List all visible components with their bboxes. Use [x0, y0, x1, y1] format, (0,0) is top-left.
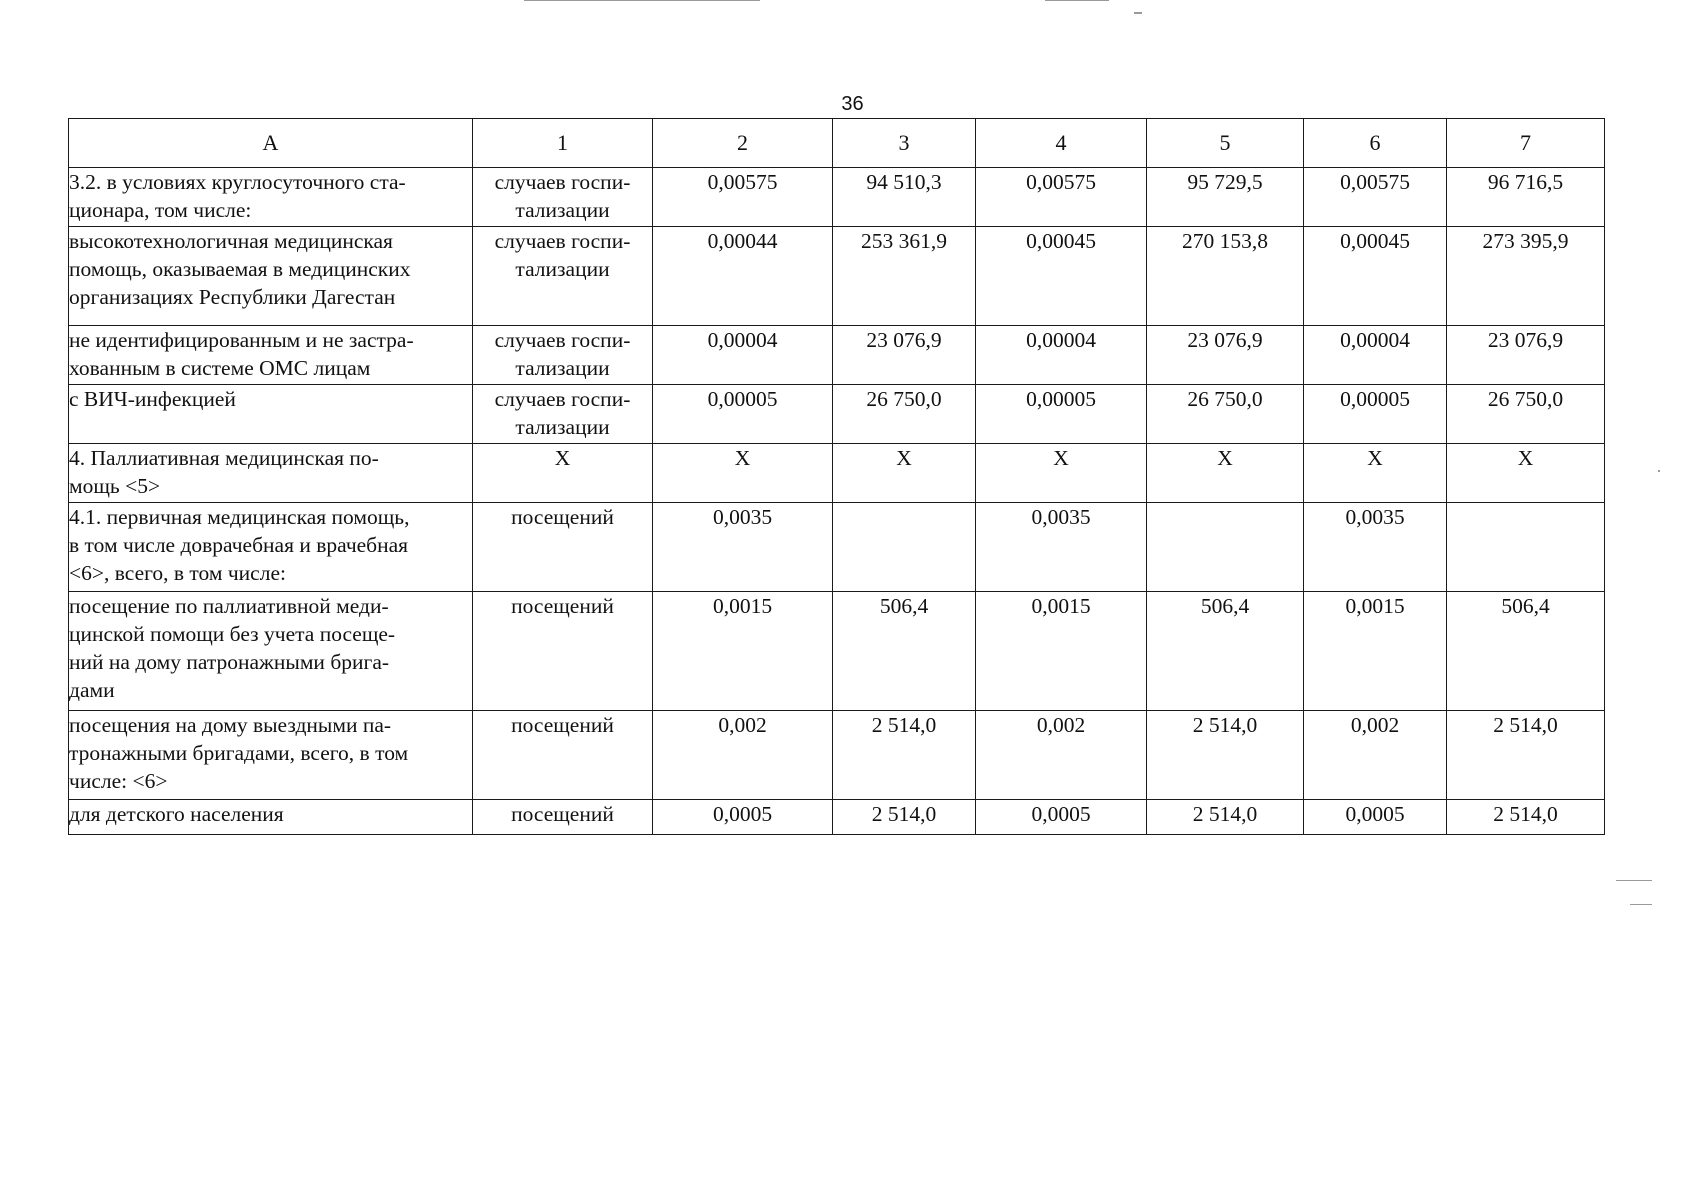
value-cell-4: 0,0005 — [976, 800, 1147, 835]
unit-cell — [473, 326, 653, 385]
unit-label: посещений — [511, 713, 614, 737]
value-cell-4: X — [976, 444, 1147, 503]
table-row — [69, 711, 1605, 800]
value-cell-7: 2 514,0 — [1447, 800, 1605, 835]
table-row — [69, 326, 1605, 385]
unit-label: посещений — [511, 594, 614, 618]
header-cell-2: 2 — [653, 119, 833, 168]
header-cell-5: 5 — [1147, 119, 1304, 168]
value-cell-4: 0,00575 — [976, 168, 1147, 227]
value-cell-6: 0,00005 — [1304, 385, 1447, 444]
value-cell-3: 253 361,9 — [833, 227, 976, 326]
table-row — [69, 227, 1605, 326]
unit-cell — [473, 592, 653, 711]
header-cell-6: 6 — [1304, 119, 1447, 168]
header-cell-a: A — [69, 119, 473, 168]
unit-label: случаев госпи- тализации — [494, 387, 631, 439]
row-label-cell — [69, 592, 473, 711]
value-cell-7: 506,4 — [1447, 592, 1605, 711]
value-cell-2: 0,0035 — [653, 503, 833, 592]
header-row — [69, 119, 1605, 168]
value-cell-3: 2 514,0 — [833, 800, 976, 835]
value-cell-3: 94 510,3 — [833, 168, 976, 227]
row-label: высокотехнологичная медицинская помощь, оказываемая в медицинских организациях Республики Дагестан — [69, 229, 411, 309]
table-body — [69, 168, 1605, 835]
value-cell-7: 26 750,0 — [1447, 385, 1605, 444]
table-row — [69, 592, 1605, 711]
value-cell-3 — [833, 503, 976, 592]
value-cell-5: 270 153,8 — [1147, 227, 1304, 326]
header-cell-3: 3 — [833, 119, 976, 168]
row-label-cell — [69, 711, 473, 800]
value-cell-5: 26 750,0 — [1147, 385, 1304, 444]
unit-cell — [473, 227, 653, 326]
value-cell-6: 0,00575 — [1304, 168, 1447, 227]
page-number: 36 — [841, 93, 864, 115]
row-label-cell — [69, 385, 473, 444]
value-cell-2: 0,00044 — [653, 227, 833, 326]
unit-label: посещений — [511, 802, 614, 826]
value-cell-7: 273 395,9 — [1447, 227, 1605, 326]
unit-cell — [473, 711, 653, 800]
unit-label: случаев госпи- тализации — [494, 229, 631, 281]
value-cell-2: 0,002 — [653, 711, 833, 800]
unit-label: X — [554, 446, 571, 470]
row-label: 4. Паллиативная медицинская по- мощь <5> — [69, 446, 379, 498]
value-cell-2: 0,0005 — [653, 800, 833, 835]
value-cell-4: 0,00045 — [976, 227, 1147, 326]
value-cell-2: X — [653, 444, 833, 503]
unit-cell — [473, 800, 653, 835]
value-cell-4: 0,0015 — [976, 592, 1147, 711]
unit-label: посещений — [511, 505, 614, 529]
unit-cell — [473, 503, 653, 592]
value-cell-3: 23 076,9 — [833, 326, 976, 385]
value-cell-7: 23 076,9 — [1447, 326, 1605, 385]
table-row — [69, 444, 1605, 503]
row-label-cell — [69, 227, 473, 326]
table-header — [69, 119, 1605, 168]
row-label: посещения на дому выездными па- тронажными бригадами, всего, в том числе: <6> — [69, 713, 409, 793]
table-row — [69, 168, 1605, 227]
row-label: с ВИЧ-инфекцией — [69, 387, 236, 411]
scan-artifact-dot — [1658, 470, 1660, 472]
value-cell-4: 0,00004 — [976, 326, 1147, 385]
value-cell-7: X — [1447, 444, 1605, 503]
scan-artifact-dash — [1616, 880, 1652, 881]
unit-label: случаев госпи- тализации — [494, 170, 631, 222]
scan-artifact-line — [1045, 0, 1109, 1]
value-cell-6: 0,0005 — [1304, 800, 1447, 835]
value-cell-3: 2 514,0 — [833, 711, 976, 800]
value-cell-4: 0,00005 — [976, 385, 1147, 444]
value-cell-7 — [1447, 503, 1605, 592]
value-cell-3: 26 750,0 — [833, 385, 976, 444]
value-cell-2: 0,0015 — [653, 592, 833, 711]
table-row — [69, 385, 1605, 444]
value-cell-6: 0,00004 — [1304, 326, 1447, 385]
unit-cell — [473, 444, 653, 503]
value-cell-7: 96 716,5 — [1447, 168, 1605, 227]
value-cell-2: 0,00004 — [653, 326, 833, 385]
data-table — [68, 118, 1605, 835]
scan-artifact-dash — [1630, 904, 1652, 905]
value-cell-6: 0,002 — [1304, 711, 1447, 800]
value-cell-5: 2 514,0 — [1147, 711, 1304, 800]
unit-cell — [473, 385, 653, 444]
row-label: не идентифицированным и не застра- хованным в системе ОМС лицам — [69, 328, 414, 380]
row-label: 3.2. в условиях круглосуточного ста- ционара, том числе: — [69, 170, 406, 222]
row-label-cell — [69, 800, 473, 835]
scan-artifact-dash — [1134, 12, 1142, 14]
row-label-cell — [69, 326, 473, 385]
value-cell-5: 2 514,0 — [1147, 800, 1304, 835]
value-cell-6: 0,0015 — [1304, 592, 1447, 711]
row-label-cell — [69, 444, 473, 503]
row-label: посещение по паллиативной меди- цинской помощи без учета посеще- ний на дому патронажными брига- дами — [69, 594, 396, 702]
row-label: 4.1. первичная медицинская помощь, в том числе доврачебная и врачебная <6>, всего, в том числе: — [69, 505, 410, 585]
data-table-container — [68, 118, 1604, 835]
header-cell-7: 7 — [1447, 119, 1605, 168]
value-cell-3: 506,4 — [833, 592, 976, 711]
scan-artifact-line — [524, 0, 760, 1]
header-cell-4: 4 — [976, 119, 1147, 168]
value-cell-3: X — [833, 444, 976, 503]
value-cell-6: X — [1304, 444, 1447, 503]
row-label-cell — [69, 168, 473, 227]
table-row — [69, 503, 1605, 592]
value-cell-5: 506,4 — [1147, 592, 1304, 711]
unit-label: случаев госпи- тализации — [494, 328, 631, 380]
row-label-cell — [69, 503, 473, 592]
value-cell-7: 2 514,0 — [1447, 711, 1605, 800]
value-cell-5: 95 729,5 — [1147, 168, 1304, 227]
value-cell-5: 23 076,9 — [1147, 326, 1304, 385]
value-cell-6: 0,00045 — [1304, 227, 1447, 326]
value-cell-5 — [1147, 503, 1304, 592]
value-cell-2: 0,00005 — [653, 385, 833, 444]
value-cell-6: 0,0035 — [1304, 503, 1447, 592]
table-row — [69, 800, 1605, 835]
value-cell-4: 0,0035 — [976, 503, 1147, 592]
header-cell-1: 1 — [473, 119, 653, 168]
value-cell-4: 0,002 — [976, 711, 1147, 800]
row-label: для детского населения — [69, 802, 284, 826]
unit-cell — [473, 168, 653, 227]
value-cell-5: X — [1147, 444, 1304, 503]
value-cell-2: 0,00575 — [653, 168, 833, 227]
